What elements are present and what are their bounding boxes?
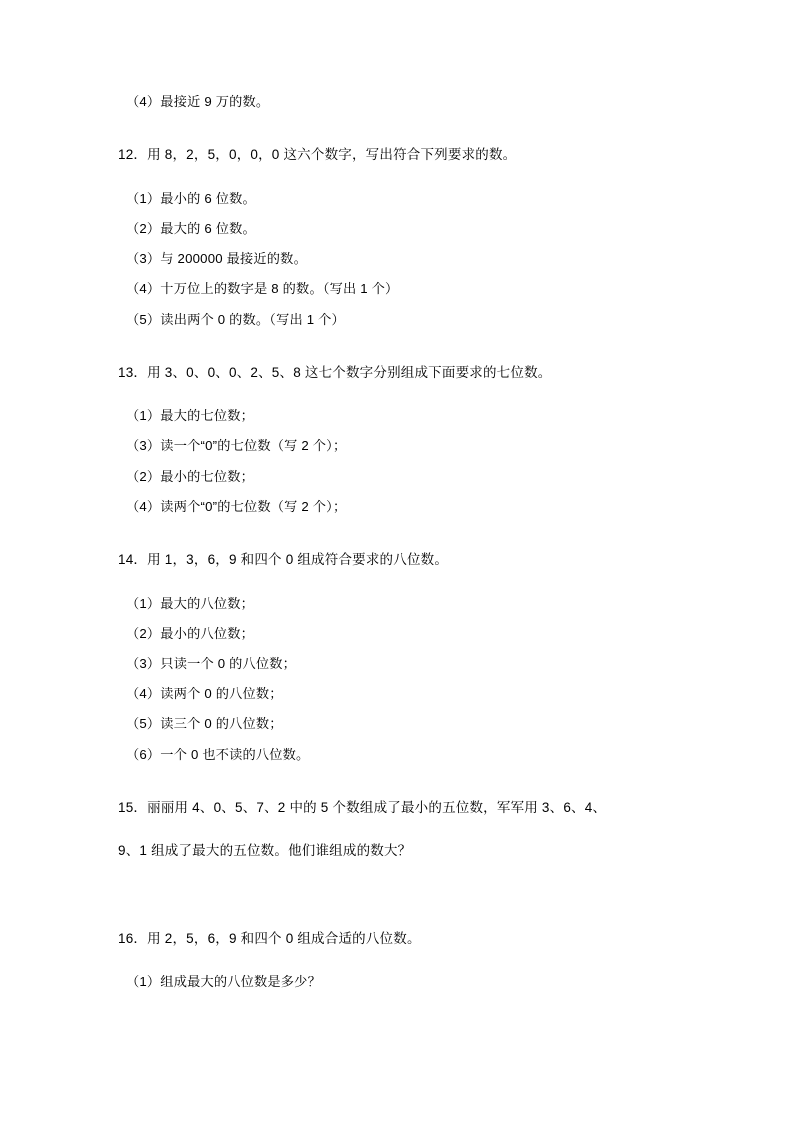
question-block-12 [118, 148, 675, 326]
question-sub-line: （4）最接近 9 万的数。 [126, 94, 270, 109]
question-lead: 16．用 2，5，6，9 和四个 0 组成合适的八位数。 [118, 930, 421, 946]
spacer [118, 731, 675, 748]
spacer [118, 296, 675, 313]
question-lead: 13．用 3、0、0、0、2、5、8 这七个数字分别组成下面要求的七位数。 [118, 364, 552, 380]
spacer [118, 422, 675, 439]
question-sub-line: （2）最小的七位数； [126, 468, 255, 484]
question-block-16 [118, 932, 675, 989]
spacer [118, 379, 675, 409]
question-sub-line: （6）一个 0 也不读的八位数。 [126, 746, 310, 762]
question-sub-line: （3）只读一个 0 的八位数； [126, 655, 297, 671]
spacer [118, 513, 675, 553]
question-sub-line: （5）读三个 0 的八位数； [126, 716, 283, 732]
question-sub-line: （1）最大的七位数； [126, 408, 255, 424]
spacer [118, 265, 675, 282]
spacer [118, 761, 675, 801]
spacer [118, 235, 675, 252]
spacer [118, 162, 675, 192]
spacer [118, 453, 675, 470]
spacer [118, 108, 675, 148]
question-lead: 15．丽丽用 4、0、5、7、2 中的 5 个数组成了最小的五位数，军军用 3、6、4、 [118, 799, 607, 815]
question-sub-line: （3）与 200000 最接近的数。 [126, 251, 307, 267]
question-sub-line: （1）最大的八位数； [126, 595, 255, 611]
spacer [118, 326, 675, 366]
spacer [118, 640, 675, 657]
question-sub-line: （2）最大的 6 位数。 [126, 220, 256, 236]
question-block-13 [118, 366, 675, 513]
question-sub-line: （4）读两个 0 的八位数； [126, 686, 283, 702]
question-lead: 12．用 8，2，5，0，0，0 这六个数字，写出符合下列要求的数。 [118, 147, 517, 163]
question-sub-line: （4）十万位上的数字是 8 的数。（写出 1 个） [126, 281, 399, 297]
question-sub-line: （3）读一个“0”的七位数（写 2 个）； [126, 438, 347, 454]
spacer [118, 567, 675, 597]
spacer [118, 945, 675, 975]
question-sub-line: （1）组成最大的八位数是多少？ [126, 974, 321, 990]
spacer [118, 814, 675, 844]
question-lead: 14．用 1，3，6，9 和四个 0 组成符合要求的八位数。 [118, 552, 449, 568]
spacer [118, 483, 675, 500]
question-block-11-tail [118, 95, 675, 108]
spacer [118, 670, 675, 687]
question-wrap-line: 9、1 组成了最大的五位数。他们谁组成的数大？ [118, 843, 412, 859]
spacer [118, 610, 675, 627]
question-sub-line: （1）最小的 6 位数。 [126, 190, 256, 206]
question-block-15 [118, 801, 675, 858]
question-sub-line: （5）读出两个 0 的数。（写出 1 个） [126, 311, 345, 327]
spacer [118, 700, 675, 717]
answer-space [118, 858, 675, 932]
question-sub-line: （2）最小的八位数； [126, 625, 255, 641]
spacer [118, 205, 675, 222]
question-sub-line: （4）读两个“0”的七位数（写 2 个）； [126, 498, 347, 514]
question-block-14 [118, 553, 675, 761]
